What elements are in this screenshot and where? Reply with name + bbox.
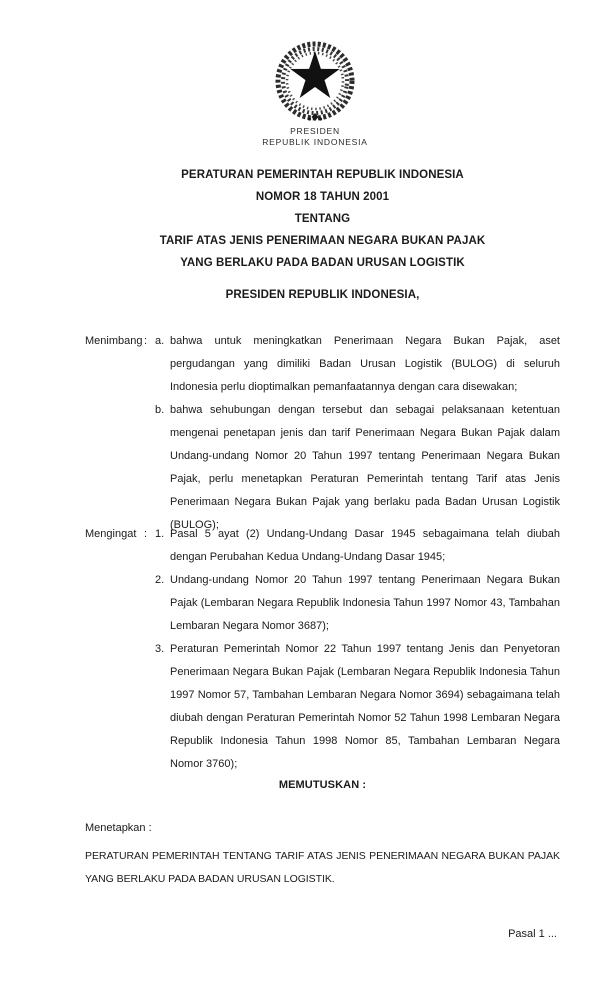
legal-basis-item-text: Peraturan Pemerintah Nomor 22 Tahun 1997 tentang Jenis dan Penyetoran Penerimaan Negara Bukan Pajak (Lembaran Negara Republik Indonesia Tahun 1997 Nomor 57, Tambahan Lembaran Negara Nomor 3694) sebagaimana telah diubah dengan Peraturan Pemerintah Nomor 52 Tahun 1998 Lembaran Negara Republik Indonesia Tahun 1998 Nomor 85, Tambahan Lembaran Negara Nomor 3760); <box>170 643 560 770</box>
consideration-item-marker: b. <box>155 404 165 416</box>
document-title <box>85 164 560 274</box>
considerations-colon: : <box>144 335 148 347</box>
title-line-subject-1: TARIF ATAS JENIS PENERIMAAN NEGARA BUKAN PAJAK <box>159 235 486 247</box>
legal-basis-section <box>85 523 560 776</box>
legal-basis-item-marker: 2. <box>155 574 165 586</box>
considerations-section <box>85 330 560 537</box>
title-line-subject-2: YANG BERLAKU PADA BADAN URUSAN LOGISTIK <box>180 257 465 269</box>
spacer <box>144 569 155 638</box>
star-icon <box>290 51 339 98</box>
legal-basis-item-text: Pasal 5 ayat (2) Undang-Undang Dasar 1945 sebagaimana telah diubah dengan Perubahan Kedua Undang-Undang Dasar 1945; <box>170 528 560 563</box>
title-line-tentang: TENTANG <box>294 213 351 225</box>
consideration-item-text: bahwa sehubungan dengan tersebut dan sebagai pelaksanaan ketentuan mengenai penetapan jenis dan tarif Penerimaan Negara Bukan Pajak dalam Undang-undang Nomor 20 Tahun 1997 tentang Penerimaan Negara Bukan Pajak, perlu menetapkan Peraturan Pemerintah tentang Tarif atas Jenis Penerimaan Negara Bukan Pajak yang berlaku pada Badan Urusan Logistik (BULOG); <box>170 404 560 531</box>
spacer <box>144 638 155 776</box>
enactment-label: Menetapkan : <box>85 822 152 834</box>
considerations-label: Menimbang <box>85 335 143 347</box>
title-line-number: NOMOR 18 TAHUN 2001 <box>255 191 390 203</box>
legal-basis-colon: : <box>144 528 148 540</box>
decision-heading: MEMUTUSKAN : <box>278 779 367 791</box>
catchword-pasal-1: Pasal 1 ... <box>508 928 557 940</box>
title-line-regulation: PERATURAN PEMERINTAH REPUBLIK INDONESIA <box>181 169 464 181</box>
emblem-caption-line1: PRESIDEN <box>290 126 340 136</box>
enactment-text: PERATURAN PEMERINTAH TENTANG TARIF ATAS JENIS PENERIMAAN NEGARA BUKAN PAJAK YANG BERLAKU PADA BADAN URUSAN LOGISTIK. <box>85 850 560 885</box>
legal-basis-item-text: Undang-undang Nomor 20 Tahun 1997 tentang Penerimaan Negara Bukan Pajak (Lembaran Negara Republik Indonesia Tahun 1997 Nomor 43, Tambahan Lembaran Negara Nomor 3687); <box>170 574 560 632</box>
spacer <box>85 399 144 537</box>
spacer <box>85 569 144 638</box>
emblem-caption <box>165 126 465 148</box>
legal-basis-label: Mengingat <box>85 528 137 540</box>
legal-basis-item-marker: 3. <box>155 643 165 655</box>
consideration-item-marker: a. <box>155 335 165 347</box>
legal-basis-item-marker: 1. <box>155 528 165 540</box>
spacer <box>85 638 144 776</box>
star-in-wreath-icon <box>271 37 359 125</box>
consideration-item-text: bahwa untuk meningkatkan Penerimaan Negara Bukan Pajak, aset pergudangan yang dimiliki Badan Urusan Logistik (BULOG) di seluruh Indonesia perlu dioptimalkan pemanfaatannya dengan cara disewakan; <box>170 335 560 393</box>
spacer <box>144 399 155 537</box>
emblem-caption-line2: REPUBLIK INDONESIA <box>262 137 368 147</box>
presidential-emblem <box>271 37 359 125</box>
salutation: PRESIDEN REPUBLIK INDONESIA, <box>225 289 420 301</box>
